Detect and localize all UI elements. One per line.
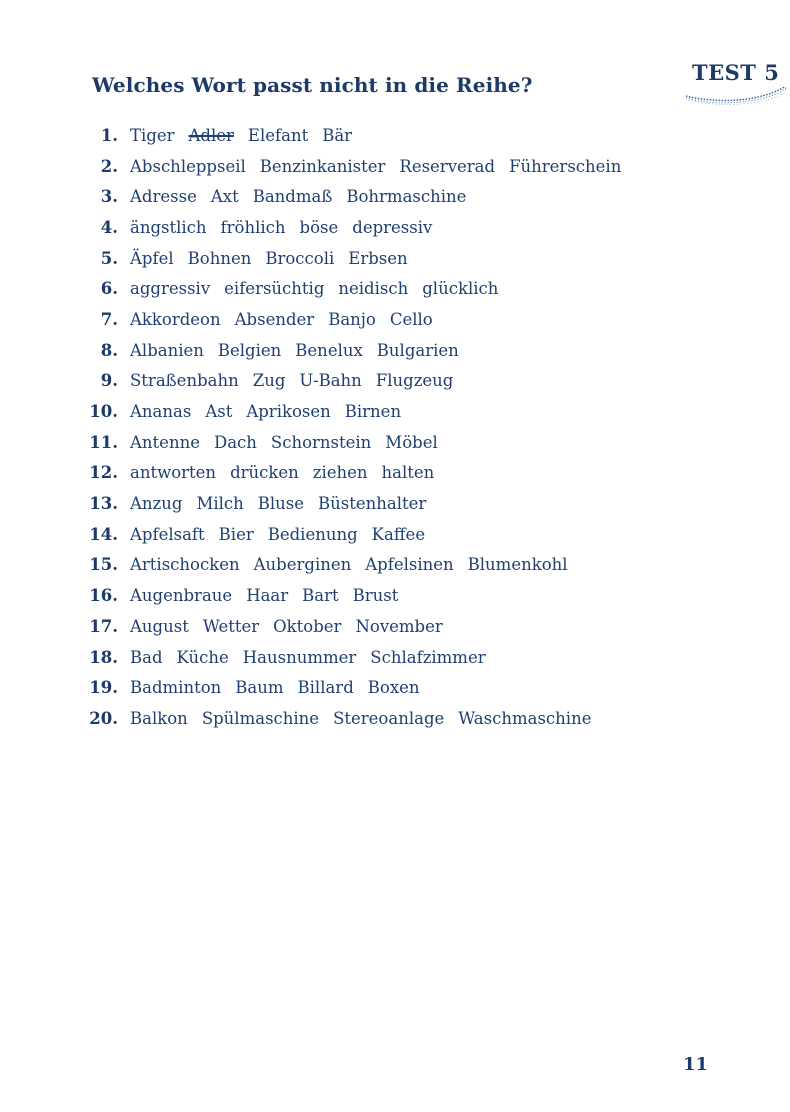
word: Flugzeug <box>375 371 454 391</box>
word: Bohrmaschine <box>346 187 467 207</box>
word: böse <box>299 217 339 237</box>
question-item <box>82 366 635 397</box>
question-number: 9. <box>100 371 118 391</box>
question-item <box>82 181 635 212</box>
word: Blumenkohl <box>467 555 568 575</box>
word: Bedienung <box>267 524 358 544</box>
word: Reserverad <box>399 156 496 176</box>
word: Spülmaschine <box>201 708 320 728</box>
question-item <box>82 488 635 519</box>
word: Waschmaschine <box>458 708 592 728</box>
word: Benzinkanister <box>259 156 386 176</box>
word: Bluse <box>257 494 305 514</box>
word: Aprikosen <box>246 402 331 422</box>
word: Banjo <box>328 309 376 329</box>
question-item <box>82 703 635 734</box>
test-label: TEST 5 <box>692 60 780 85</box>
word: Abschleppseil <box>130 156 246 176</box>
word: Elefant <box>247 125 309 145</box>
question-number: 2. <box>100 156 118 176</box>
question-item <box>82 427 635 458</box>
question-item <box>82 151 635 182</box>
word: Billard <box>297 678 354 698</box>
word: Birnen <box>344 402 402 422</box>
question-item <box>82 611 635 642</box>
word: Tiger <box>130 125 175 145</box>
question-number: 19. <box>89 678 118 698</box>
word: Bär <box>322 125 353 145</box>
word: Bandmaß <box>252 187 333 207</box>
word: Erbsen <box>348 248 408 268</box>
word: Bart <box>302 586 339 606</box>
word: halten <box>381 463 435 483</box>
question-number: 16. <box>89 586 118 606</box>
word: Hausnummer <box>242 647 357 667</box>
word: Schornstein <box>270 432 372 452</box>
question-number: 17. <box>89 616 118 636</box>
page-number: 11 <box>683 1054 709 1075</box>
word: ziehen <box>312 463 368 483</box>
word: Zug <box>252 371 286 391</box>
word: Axt <box>210 187 239 207</box>
word: Bier <box>218 524 254 544</box>
wave-decoration-icon <box>680 82 788 108</box>
question-number: 14. <box>89 524 118 544</box>
question-item <box>82 396 635 427</box>
word: Äpfel <box>130 248 174 268</box>
word: Haar <box>246 586 289 606</box>
word: Baum <box>235 678 284 698</box>
question-number: 3. <box>100 187 118 207</box>
word: Cello <box>389 309 433 329</box>
question-number: 12. <box>89 463 118 483</box>
question-number: 20. <box>89 708 118 728</box>
word: Antenne <box>130 432 200 452</box>
word: Absender <box>234 309 315 329</box>
question-item <box>82 120 635 151</box>
question-number: 15. <box>89 555 118 575</box>
word: August <box>130 616 189 636</box>
word: depressiv <box>352 217 433 237</box>
question-item <box>82 335 635 366</box>
word: Boxen <box>367 678 420 698</box>
word: Artischocken <box>130 555 240 575</box>
question-item <box>82 519 635 550</box>
word: Balkon <box>130 708 188 728</box>
question-item <box>82 273 635 304</box>
word: Belgien <box>217 340 282 360</box>
word: antworten <box>130 463 217 483</box>
word: Albanien <box>130 340 204 360</box>
word: Apfelsinen <box>365 555 454 575</box>
word: Adresse <box>130 187 197 207</box>
word: aggressiv <box>130 279 211 299</box>
question-item <box>82 580 635 611</box>
question-number: 10. <box>89 402 118 422</box>
word: drücken <box>230 463 299 483</box>
word: fröhlich <box>220 217 286 237</box>
word: Akkordeon <box>130 309 221 329</box>
word: eifersüchtig <box>224 279 325 299</box>
word: Straßenbahn <box>130 371 239 391</box>
word: Schlafzimmer <box>370 647 486 667</box>
question-item <box>82 212 635 243</box>
word: neidisch <box>338 279 409 299</box>
question-item <box>82 458 635 489</box>
test-badge <box>680 58 788 108</box>
question-item <box>82 550 635 581</box>
word: glücklich <box>422 279 499 299</box>
page-title: Welches Wort passt nicht in die Reihe? <box>92 73 533 98</box>
struck-word: Adler <box>188 125 234 145</box>
question-number: 4. <box>100 217 118 237</box>
question-item <box>82 672 635 703</box>
word: Benelux <box>295 340 363 360</box>
word: Möbel <box>385 432 438 452</box>
word: Apfelsaft <box>130 524 205 544</box>
word: November <box>355 616 443 636</box>
word: ängstlich <box>130 217 207 237</box>
question-number: 6. <box>100 279 118 299</box>
word: Badminton <box>130 678 222 698</box>
question-number: 13. <box>89 494 118 514</box>
word: Oktober <box>273 616 342 636</box>
word: Auberginen <box>253 555 352 575</box>
word: U-Bahn <box>299 371 362 391</box>
word: Bohnen <box>187 248 252 268</box>
question-number: 5. <box>100 248 118 268</box>
word: Büstenhalter <box>318 494 427 514</box>
word: Stereoanlage <box>333 708 445 728</box>
word: Wetter <box>202 616 260 636</box>
question-number: 18. <box>89 647 118 667</box>
word: Broccoli <box>265 248 335 268</box>
word: Küche <box>176 647 229 667</box>
word: Milch <box>196 494 244 514</box>
word: Augenbraue <box>130 586 233 606</box>
question-number: 11. <box>89 432 118 452</box>
question-number: 8. <box>100 340 118 360</box>
question-item <box>82 642 635 673</box>
word: Brust <box>352 586 399 606</box>
word: Führerschein <box>509 156 622 176</box>
word: Kaffee <box>371 524 426 544</box>
question-item <box>82 243 635 274</box>
word: Ananas <box>130 402 192 422</box>
word: Bad <box>130 647 163 667</box>
question-number: 1. <box>100 125 118 145</box>
word: Ast <box>205 402 233 422</box>
question-number: 7. <box>100 309 118 329</box>
word: Dach <box>213 432 257 452</box>
word: Bulgarien <box>376 340 459 360</box>
word: Anzug <box>130 494 183 514</box>
question-item <box>82 304 635 335</box>
question-list <box>82 120 635 734</box>
